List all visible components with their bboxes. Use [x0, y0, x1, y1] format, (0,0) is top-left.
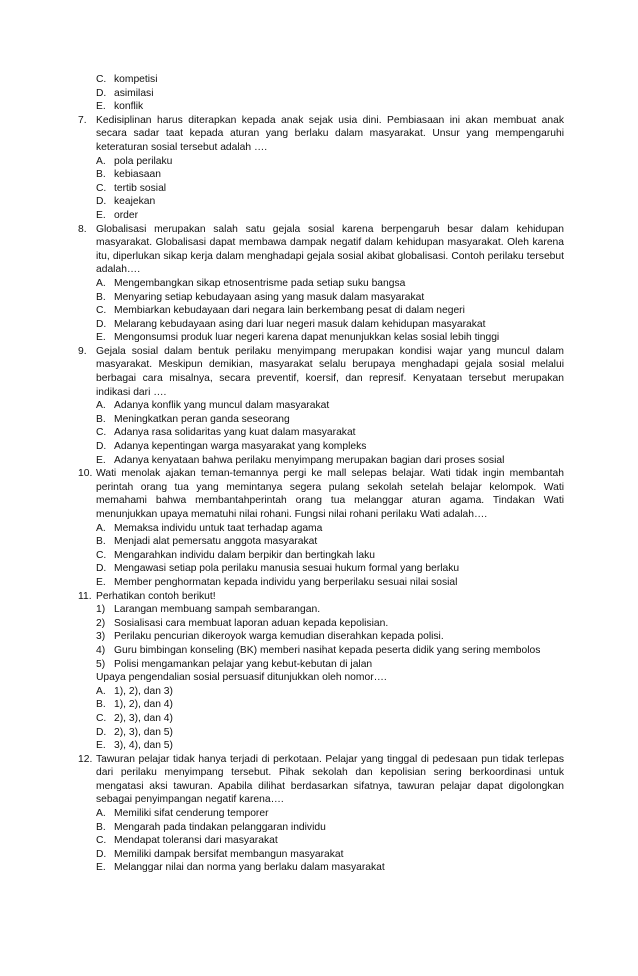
- option: [96, 698, 564, 712]
- option-text: Adanya kepentingan warga masyarakat yang kompleks: [114, 441, 367, 453]
- question-prompt: Upaya pengendalian sosial persuasif ditunjukkan oleh nomor….: [96, 672, 387, 684]
- option-label: D.: [96, 563, 107, 575]
- option-text: Menyaring setiap kebudayaan asing yang masuk dalam masyarakat: [114, 291, 425, 303]
- option-text: Adanya kenyataan bahwa perilaku menyimpang merupakan bagian dari proses sosial: [114, 454, 505, 466]
- option-text: Menjadi alat pemersatu anggota masyarakat: [114, 536, 318, 548]
- option: [96, 834, 564, 848]
- option-text: Adanya konflik yang muncul dalam masyarakat: [114, 400, 330, 412]
- option-label: D.: [96, 196, 107, 208]
- option-label: D.: [96, 318, 107, 330]
- option-text: Memiliki sifat cenderung temporer: [114, 808, 269, 820]
- numbered-item: [96, 630, 564, 644]
- option: [96, 726, 564, 740]
- option-label: C.: [96, 182, 107, 194]
- option-label: A.: [96, 808, 106, 820]
- option-label: B.: [96, 699, 106, 711]
- question-number: 9.: [78, 345, 87, 357]
- item-text: Perilaku pencurian dikeroyok warga kemudian diserahkan kepada polisi.: [114, 631, 444, 643]
- option: [96, 209, 564, 223]
- item-text: Larangan membuang sampah sembarangan.: [114, 604, 321, 616]
- option-text: Meningkatkan peran ganda seseorang: [114, 413, 290, 425]
- question-stem: Tawuran pelajar tidak hanya terjadi di perkotaan. Pelajar yang tinggal di pedesaan pun tidak terlepas dari perilaku menyimpang tersebut. Pihak sekolah dan kepolisian sering berkoordinasi untuk mengatasi aksi tawuran. Apabila dilihat berdasarkan sifatnya, tawuran pelajar dapat digolongkan sebagai penyimpangan negatif karena….: [96, 753, 564, 806]
- question-body: [96, 223, 564, 345]
- option: [96, 522, 564, 536]
- option-label: D.: [96, 726, 107, 738]
- option: [96, 562, 564, 576]
- question-stem: Globalisasi merupakan salah satu gejala sosial karena berpengaruh besar dalam kehidupan masyarakat. Globalisasi dapat membawa dampak negatif dalam kehidupan masyarakat. Oleh karena itu, diperlukan sikap kerja dalam menghadapi gejala sosial akibat globalisasi. Contoh perilaku tersebut adalah….: [96, 223, 564, 276]
- question-number: 12.: [78, 753, 93, 765]
- option: [96, 304, 564, 318]
- option-label: D.: [96, 848, 107, 860]
- option-text: tertib sosial: [114, 182, 167, 194]
- option: [96, 291, 564, 305]
- numbered-item: [96, 603, 564, 617]
- option-label: E.: [96, 576, 106, 588]
- question-list: [78, 73, 564, 875]
- option-text: keajekan: [114, 196, 156, 208]
- item-label: 4): [96, 644, 106, 656]
- numbered-item: [96, 658, 564, 672]
- question-9: [78, 345, 564, 467]
- option: [96, 318, 564, 332]
- option-label: E.: [96, 209, 106, 221]
- option: [96, 155, 564, 169]
- question-12: [78, 753, 564, 875]
- option-label: B.: [96, 291, 106, 303]
- question-stem: Gejala sosial dalam bentuk perilaku menyimpang merupakan kondisi wajar yang muncul dalam masyarakat. Meskipun demikian, masyarakat selalu berupaya menghadapi gejala sosial melalui berbagai cara misalnya, secara preventif, koersif, dan represif. Kenyataan tersebut merupakan indikasi dari ….: [96, 345, 564, 398]
- question-number: 11.: [78, 590, 92, 602]
- option-text: 1), 2), dan 3): [114, 685, 173, 697]
- question-10: [78, 467, 564, 589]
- question-stem: Perhatikan contoh berikut!: [96, 590, 216, 602]
- option-text: asimilasi: [114, 87, 154, 99]
- option: [96, 807, 564, 821]
- question-body: [96, 345, 564, 467]
- item-text: Sosialisasi cara membuat laporan aduan kepada kepolisian.: [114, 617, 389, 629]
- option: [96, 712, 564, 726]
- option-label: C.: [96, 427, 107, 439]
- option-label: B.: [96, 536, 106, 548]
- option: [96, 331, 564, 345]
- option: [96, 182, 564, 196]
- option: [96, 399, 564, 413]
- question-body: [96, 753, 564, 875]
- option: [96, 821, 564, 835]
- option-text: Adanya rasa solidaritas yang kuat dalam masyarakat: [114, 427, 356, 439]
- option: [96, 426, 564, 440]
- option-label: A.: [96, 155, 106, 167]
- option: [96, 277, 564, 291]
- option-text: konflik: [114, 101, 144, 113]
- option-label: D.: [96, 87, 107, 99]
- option-label: A.: [96, 277, 106, 289]
- option-text: 2), 3), dan 5): [114, 726, 173, 738]
- option-label: A.: [96, 400, 106, 412]
- option-text: Melarang kebudayaan asing dari luar negeri masuk dalam kehidupan masyarakat: [114, 318, 486, 330]
- numbered-item: [96, 644, 564, 658]
- option: [96, 87, 564, 101]
- question-number: 10.: [78, 468, 93, 480]
- option: [96, 168, 564, 182]
- option: [96, 440, 564, 454]
- item-text: Polisi mengamankan pelajar yang kebut-kebutan di jalan: [114, 658, 373, 670]
- option-label: E.: [96, 101, 106, 113]
- option-text: Mengawasi setiap pola perilaku manusia sesuai hukum formal yang berlaku: [114, 563, 460, 575]
- option: [96, 549, 564, 563]
- option-label: E.: [96, 862, 106, 874]
- option-label: B.: [96, 413, 106, 425]
- option-text: pola perilaku: [114, 155, 173, 167]
- option-text: Melanggar nilai dan norma yang berlaku dalam masyarakat: [114, 862, 385, 874]
- option: [96, 73, 564, 87]
- option: [96, 195, 564, 209]
- item-label: 5): [96, 658, 106, 670]
- option: [96, 848, 564, 862]
- option-label: C.: [96, 305, 107, 317]
- option-label: B.: [96, 821, 106, 833]
- option-label: E.: [96, 740, 106, 752]
- question-stem: Wati menolak ajakan teman-temannya pergi ke mall selepas belajar. Wati tidak ingin membantah perintah orang tua yang memintanya segera pulang sekolah setelah belajar kelompok. Wati memahami bahwa membantahperintah orang tua melanggar aturan agama. Tindakan Wati menunjukkan upaya mematuhi nilai rohani. Fungsi nilai rohani perilaku Wati adalah….: [96, 468, 564, 520]
- question-body: [96, 590, 564, 753]
- option: [96, 100, 564, 114]
- item-label: 3): [96, 631, 106, 643]
- item-label: 1): [96, 604, 106, 616]
- option: [96, 413, 564, 427]
- question-11: [78, 590, 564, 753]
- question-number: 7.: [78, 114, 87, 126]
- option: [96, 739, 564, 753]
- question-8: [78, 223, 564, 345]
- option: [96, 454, 564, 468]
- option-text: Membiarkan kebudayaan dari negara lain berkembang pesat di dalam negeri: [114, 305, 465, 317]
- option: [96, 685, 564, 699]
- option-text: order: [114, 209, 139, 221]
- option-text: Mengonsumsi produk luar negeri karena dapat menunjukkan kelas sosial lebih tinggi: [114, 332, 500, 344]
- continued-options: [78, 73, 564, 114]
- option-label: C.: [96, 74, 107, 85]
- option-text: kebiasaan: [114, 169, 161, 181]
- option-text: Member penghormatan kepada individu yang berperilaku sesuai nilai sosial: [114, 576, 458, 588]
- option-label: E.: [96, 332, 106, 344]
- item-text: Guru bimbingan konseling (BK) memberi nasihat kepada peserta didik yang sering membolos: [114, 644, 541, 656]
- option-text: 1), 2), dan 4): [114, 699, 173, 711]
- option-text: Memiliki dampak bersifat membangun masyarakat: [114, 848, 344, 860]
- option-label: D.: [96, 441, 107, 453]
- option-text: Mengembangkan sikap etnosentrisme pada setiap suku bangsa: [114, 277, 406, 289]
- option: [96, 576, 564, 590]
- option-label: A.: [96, 522, 106, 534]
- question-number: 8.: [78, 223, 87, 235]
- option-text: Mendapat toleransi dari masyarakat: [114, 835, 278, 847]
- option-text: 2), 3), dan 4): [114, 712, 173, 724]
- option-label: E.: [96, 454, 106, 466]
- numbered-item: [96, 617, 564, 631]
- question-7: [78, 114, 564, 223]
- option-text: 3), 4), dan 5): [114, 740, 173, 752]
- option-label: C.: [96, 712, 107, 724]
- option-text: Mengarahkan individu dalam berpikir dan bertingkah laku: [114, 549, 376, 561]
- option: [96, 861, 564, 875]
- option-text: Mengarah pada tindakan pelanggaran individu: [114, 821, 326, 833]
- option-text: Memaksa individu untuk taat terhadap agama: [114, 522, 323, 534]
- question-body: [96, 114, 564, 223]
- option-label: C.: [96, 549, 107, 561]
- question-body: [96, 467, 564, 589]
- question-stem: Kedisiplinan harus diterapkan kepada anak sejak usia dini. Pembiasaan ini akan membuat anak secara sadar taat kepada aturan yang berlaku dalam masyarakat. Unsur yang mempengaruhi keteraturan sosial tersebut adalah ….: [96, 114, 564, 153]
- option-text: kompetisi: [114, 74, 158, 85]
- item-label: 2): [96, 617, 106, 629]
- option-label: C.: [96, 835, 107, 847]
- option-label: A.: [96, 685, 106, 697]
- option-label: B.: [96, 169, 106, 181]
- option: [96, 535, 564, 549]
